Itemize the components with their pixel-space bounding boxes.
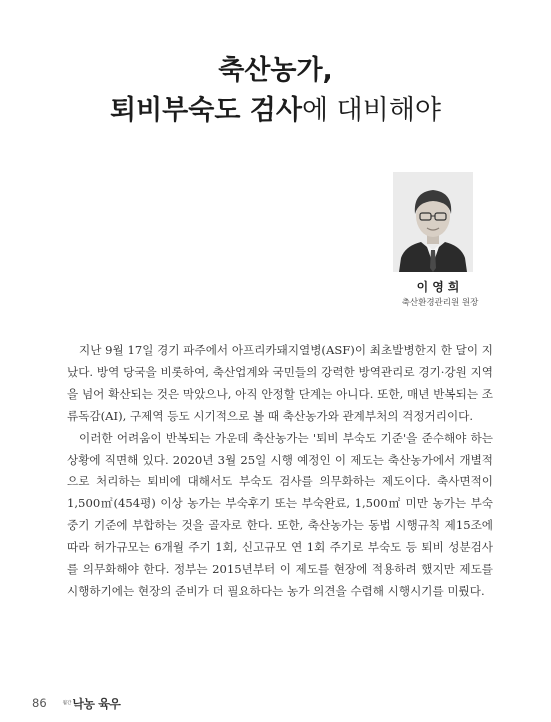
author-photo bbox=[393, 172, 473, 272]
title-line-2-light: 에 대비해야 bbox=[301, 95, 441, 126]
body-paragraph: 이러한 어려움이 반복되는 가운데 축산농가는 '퇴비 부숙도 기준'을 준수해야 하는 상황에 직면해 있다. 2020년 3월 25일 시행 예정인 이 제도는 축산농가에서 개별적으로 처리하는 퇴비에 대해서도 부숙도 검사를 의무화하는 제도이다. 축사면적이 1,500㎡(454평) 이상 농가는 부숙후기 또는 부숙완료, 1,500㎡ 미만 농가는 부숙중기 기준에 부합하는 것을 골자로 한다. 또한, 축산농가는 동법 시행규칙 제15조에 따라 허가규모는 6개월 주기 1회, 신고규모 연 1회 주기로 부숙도 등 퇴비 성분검사를 의무화해야 한다. 정부는 2015년부터 이 제도를 현장에 적용하려 했지만 제도를 시행하기에는 현장의 준비가 더 필요하다는 농가 의견을 수렴해 시행시기를 미뤘다. bbox=[67, 430, 493, 598]
title-line-1: 축산농가, bbox=[218, 55, 333, 86]
magazine-name: 낙농 육우 bbox=[72, 696, 121, 711]
title-line-2-bold: 퇴비부숙도 검사 bbox=[110, 95, 302, 126]
page-footer bbox=[32, 694, 120, 712]
author-role: 축산환경관리원 원장 bbox=[401, 298, 479, 308]
article-body bbox=[67, 340, 493, 603]
author-name: 이영희 bbox=[416, 280, 464, 294]
author-portrait-image bbox=[393, 172, 473, 272]
magazine-prefix: 월간 bbox=[62, 701, 72, 706]
article-title bbox=[0, 52, 551, 130]
body-paragraph: 지난 9월 17일 경기 파주에서 아프리카돼지열병(ASF)이 최초발병한지 한 달이 지났다. 방역 당국을 비롯하여, 축산업계와 국민들의 강력한 방역관리로 경기·강원 지역을 넘어 확산되는 것은 막았으나, 아직 안정할 단계는 아니다. 또한, 매년 반복되는 조류독감(AI), 구제역 등도 시기적으로 볼 때 축산농가와 관계부처의 걱정거리이다. bbox=[67, 343, 493, 423]
title-line-2 bbox=[0, 92, 551, 130]
page-number: 86 bbox=[32, 696, 47, 710]
